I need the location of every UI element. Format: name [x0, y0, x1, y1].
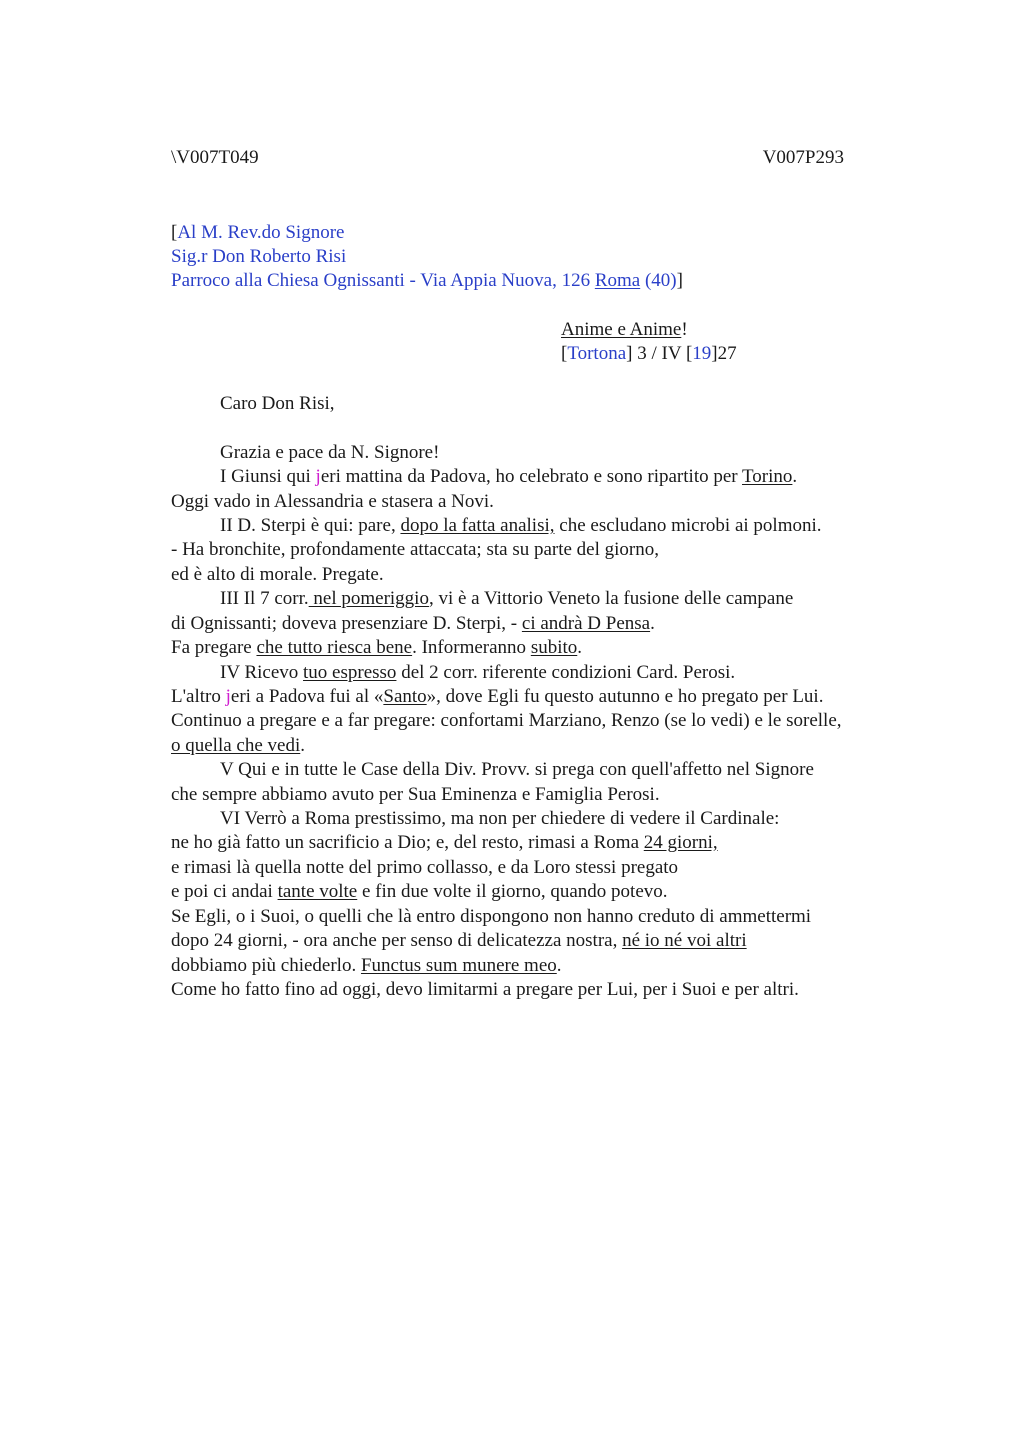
- paragraph-6-line-5: Se Egli, o i Suoi, o quelli che là entro dispongono non hanno creduto di ammettermi: [171, 906, 812, 927]
- text-run: eri mattina da Padova, ho celebrato e sono ripartito per: [320, 466, 743, 487]
- underlined-text: Santo: [383, 686, 427, 707]
- date-place-name: Tortona: [567, 343, 627, 364]
- underlined-text: Functus sum munere meo: [360, 955, 557, 976]
- underlined-text: tante volte: [277, 881, 358, 902]
- paragraph-2-line-2: - Ha bronchite, profondamente attaccata; sta su parte del giorno,: [171, 539, 659, 560]
- paragraph-1-line-2: Oggi vado in Alessandria e stasera a Novi.: [171, 491, 494, 512]
- text-run: , vi è a Vittorio Veneto la fusione delle campane: [428, 588, 794, 609]
- document-code-right: V007P293: [762, 147, 844, 168]
- date-day-month: ] 3 / IV [: [626, 343, 693, 364]
- paragraph-4-line-1: [220, 661, 735, 685]
- underlined-text: subito: [530, 637, 578, 658]
- address-street: Parroco alla Chiesa Ognissanti - Via Appia Nuova, 126: [171, 270, 595, 291]
- date-bracket-open: [: [561, 343, 568, 364]
- paragraph-2-line-3: ed è alto di morale. Pregate.: [171, 564, 384, 585]
- motto-text: Anime e Anime: [561, 319, 682, 340]
- text-run: ne ho già fatto un sacrificio a Dio; e, del resto, rimasi a Roma: [171, 832, 644, 853]
- paragraph-4-line-4: [171, 734, 305, 758]
- date-year: ]27: [711, 343, 737, 364]
- date-place: [561, 342, 737, 366]
- paragraph-6-line-6: [171, 929, 747, 953]
- address-line-1: [171, 221, 344, 245]
- paragraph-3-line-2: [171, 612, 655, 636]
- paragraph-4-line-2: [171, 685, 823, 709]
- paragraph-6-line-4: [171, 880, 668, 904]
- text-run: del 2 corr. riferente condizioni Card. Perosi.: [396, 662, 736, 683]
- text-run: e poi ci andai: [171, 881, 278, 902]
- paragraph-2-line-1: [220, 514, 822, 538]
- bracket-close: ]: [676, 270, 683, 291]
- date-century: 19: [692, 343, 712, 364]
- underlined-text: o quella che vedi: [171, 735, 301, 756]
- text-run: II D. Sterpi è qui: pare,: [220, 515, 401, 536]
- text-run: .: [650, 613, 655, 634]
- paragraph-6-line-8: Come ho fatto fino ad oggi, devo limitarmi a pregare per Lui, per i Suoi e per altri.: [171, 979, 799, 1000]
- paragraph-1-line-1: [220, 465, 797, 489]
- text-run: III Il 7 corr.: [220, 588, 309, 609]
- address-city: Roma: [594, 270, 641, 291]
- text-run: .: [556, 955, 562, 976]
- text-run: IV Ricevo: [220, 662, 304, 683]
- underlined-text: Torino: [742, 466, 793, 487]
- paragraph-6-line-7: [171, 954, 562, 978]
- salutation: Caro Don Risi,: [220, 393, 335, 414]
- address-postal: (40): [640, 270, 677, 291]
- motto: [561, 318, 688, 342]
- paragraph-6-line-2: [171, 831, 718, 855]
- text-run: Fa pregare: [171, 637, 257, 658]
- address-recipient-title: Al M. Rev.do Signore: [177, 222, 345, 243]
- document-code-left: \V007T049: [171, 147, 259, 168]
- underlined-text: né io né voi altri: [622, 930, 747, 951]
- paragraph-5-line-1: V Qui e in tutte le Case della Div. Provv. si prega con quell'affetto nel Signore: [220, 759, 814, 780]
- bracket-open: [: [171, 222, 178, 243]
- underlined-text: tuo espresso: [303, 662, 397, 683]
- address-line-3: [171, 269, 683, 293]
- paragraph-4-line-3: Continuo a pregare e a far pregare: confortami Marziano, Renzo (se lo vedi) e le sorelle,: [171, 710, 842, 731]
- text-run: », dove Egli fu questo autunno e ho pregato per Lui.: [426, 686, 824, 707]
- text-run: I Giunsi qui: [220, 466, 316, 487]
- underlined-text: dopo la fatta analisi,: [400, 515, 555, 536]
- text-run: eri a Padova fui al «: [230, 686, 384, 707]
- text-run: .: [792, 466, 798, 487]
- text-run: L'altro: [171, 686, 226, 707]
- text-run: di Ognissanti; doveva presenziare D. Sterpi, -: [171, 613, 522, 634]
- text-run: .: [577, 637, 583, 658]
- paragraph-6-line-1: VI Verrò a Roma prestissimo, ma non per chiedere di vedere il Cardinale:: [220, 808, 780, 829]
- text-run: dobbiamo più chiederlo.: [171, 955, 361, 976]
- motto-exclamation: !: [681, 319, 688, 340]
- greeting: Grazia e pace da N. Signore!: [220, 442, 440, 463]
- text-run: che escludano microbi ai polmoni.: [554, 515, 822, 536]
- text-run: .: [300, 735, 306, 756]
- highlighted-letter: j: [315, 466, 321, 487]
- paragraph-6-line-3: e rimasi là quella notte del primo collasso, e da Loro stessi pregato: [171, 857, 679, 878]
- paragraph-5-line-2: che sempre abbiamo avuto per Sua Eminenza e Famiglia Perosi.: [171, 784, 660, 805]
- text-run: dopo 24 giorni, - ora anche per senso di delicatezza nostra,: [171, 930, 623, 951]
- underlined-text: che tutto riesca bene: [256, 637, 413, 658]
- underlined-text: ci andrà D Pensa: [521, 613, 651, 634]
- underlined-text: nel pomeriggio: [308, 588, 429, 609]
- underlined-text: 24 giorni,: [643, 832, 718, 853]
- address-recipient-name: Sig.r Don Roberto Risi: [171, 246, 347, 267]
- text-run: e fin due volte il giorno, quando potevo.: [357, 881, 668, 902]
- text-run: . Informeranno: [412, 637, 531, 658]
- paragraph-3-line-1: [220, 587, 793, 611]
- paragraph-3-line-3: [171, 636, 582, 660]
- highlighted-letter: j: [225, 686, 231, 707]
